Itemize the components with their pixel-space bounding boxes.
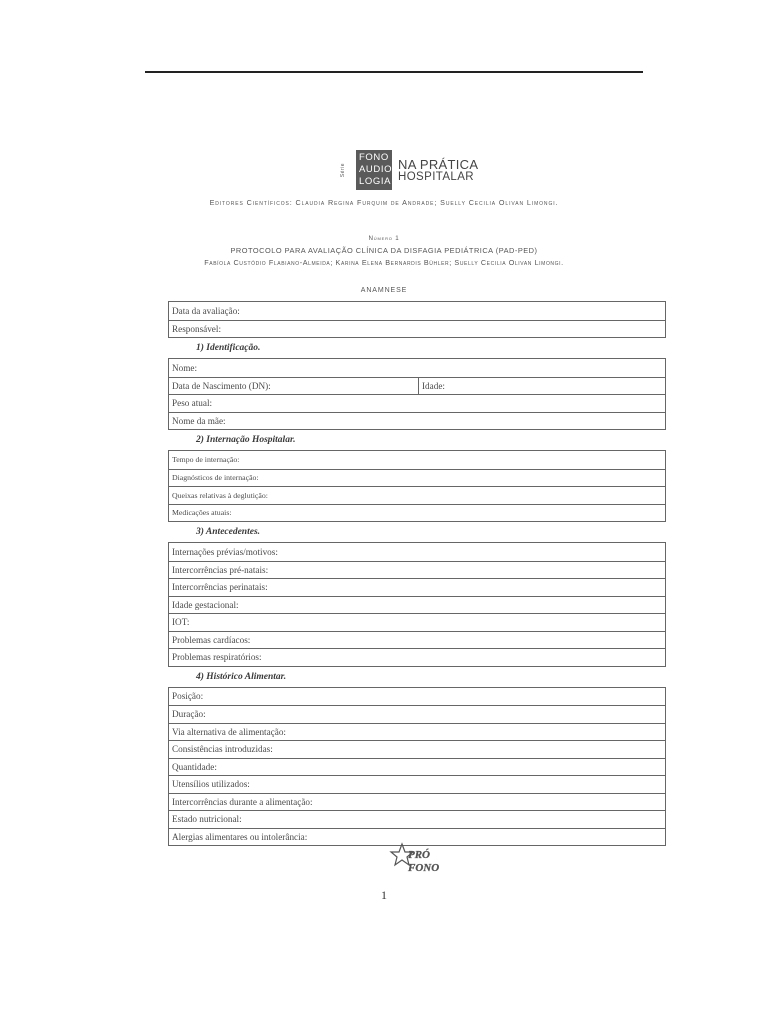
field-label: Duração:: [172, 709, 206, 720]
top-rule: [145, 71, 643, 73]
field-label: Idade:: [418, 378, 665, 395]
box-line: FONO: [359, 152, 389, 163]
field-label: Data de Nascimento (DN):: [172, 380, 271, 391]
section-title-antecedentes: 3) Antecedentes.: [196, 527, 261, 537]
page-number: 1: [381, 888, 387, 902]
form-row[interactable]: [169, 394, 665, 412]
form-row[interactable]: [169, 758, 665, 776]
form-row[interactable]: [169, 412, 665, 430]
form-row[interactable]: [169, 469, 665, 487]
field-label: Diagnósticos de internação:: [172, 473, 259, 483]
form-row[interactable]: [169, 613, 665, 631]
field-label: Data da avaliação:: [172, 305, 240, 316]
field-label: Intercorrências perinatais:: [172, 582, 268, 593]
form-row[interactable]: [169, 561, 665, 579]
historico-alimentar-table: [168, 687, 666, 847]
form-row[interactable]: [169, 631, 665, 649]
field-label: Intercorrências pré-natais:: [172, 564, 269, 575]
form-row[interactable]: [169, 740, 665, 758]
series-logo: [340, 150, 478, 190]
anamnesis-form: [168, 301, 666, 846]
field-label: Responsável:: [172, 323, 221, 334]
form-row[interactable]: [169, 723, 665, 741]
field-label: Consistências introduzidas:: [172, 744, 273, 755]
field-label: Queixas relativas à deglutição:: [172, 490, 268, 500]
issue-number: Número 1: [368, 235, 400, 242]
field-label: Nome da mãe:: [172, 415, 226, 426]
box-line: AUDIO: [359, 164, 393, 175]
editors-line: Editores Científicos: Claudia Regina Furquim de Andrade; Suelly Cecilia Olivan Limongi.: [209, 198, 559, 207]
form-row[interactable]: [169, 359, 665, 377]
form-row[interactable]: [169, 648, 665, 666]
field-label: Tempo de internação:: [172, 455, 240, 465]
series-title-line2: HOSPITALAR: [398, 170, 474, 183]
field-label: Internações prévias/motivos:: [172, 546, 278, 557]
form-row[interactable]: [169, 302, 665, 320]
fonoaudiologia-box: [356, 150, 392, 190]
authors-line: Fabíola Custódio Flabiano-Almeida; Karina Elena Bernardis Bühler; Suelly Cecilia Olivan Limongi.: [204, 258, 564, 267]
form-row[interactable]: [169, 705, 665, 723]
section-title-identificacao: 1) Identificação.: [196, 343, 261, 353]
form-row[interactable]: [169, 688, 665, 706]
section-title-internacao: 2) Internação Hospitalar.: [196, 435, 296, 445]
field-label: Nome:: [172, 362, 198, 373]
series-label: Série: [340, 162, 346, 178]
internacao-table: [168, 450, 666, 522]
series-title: [398, 158, 478, 183]
general-table: [168, 301, 666, 338]
identificacao-table: [168, 358, 666, 430]
field-label: Quantidade:: [172, 761, 217, 772]
field-label: Estado nutricional:: [172, 814, 242, 825]
form-row[interactable]: [169, 810, 665, 828]
form-row[interactable]: [169, 596, 665, 614]
field-label: Utensílios utilizados:: [172, 779, 250, 790]
box-line: LOGIA: [359, 176, 392, 187]
section-title-historico-alimentar: 4) Histórico Alimentar.: [196, 671, 287, 682]
pro-fono-logo: [388, 842, 446, 876]
field-label: Idade gestacional:: [172, 599, 239, 610]
field-label: Posição:: [172, 691, 204, 702]
antecedentes-table: [168, 542, 666, 667]
protocol-title: PROTOCOLO PARA AVALIAÇÃO CLÍNICA DA DISFAGIA PEDIÁTRICA (PAD-PED): [230, 246, 538, 255]
series-title-line1: NA PRÁTICA: [398, 156, 479, 172]
form-row[interactable]: [169, 543, 665, 561]
form-row[interactable]: [169, 504, 665, 522]
field-label: IOT:: [172, 617, 190, 628]
field-label: Via alternativa de alimentação:: [172, 726, 286, 737]
field-label: Medicações atuais:: [172, 508, 232, 518]
form-row[interactable]: [169, 486, 665, 504]
field-label: Alergias alimentares ou intolerância:: [172, 831, 308, 842]
field-label: Problemas respiratórios:: [172, 652, 262, 663]
field-label: Intercorrências durante a alimentação:: [172, 796, 313, 807]
form-row[interactable]: [169, 578, 665, 596]
pro-fono-logo-line2: FONO: [408, 862, 440, 874]
form-row[interactable]: [169, 320, 665, 338]
form-row[interactable]: [169, 793, 665, 811]
field-label: Peso atual:: [172, 398, 213, 409]
form-row[interactable]: [169, 451, 665, 469]
pro-fono-logo-line1: PRÓ: [408, 849, 430, 861]
form-row[interactable]: [169, 377, 665, 395]
section-heading: ANAMNESE: [360, 287, 408, 294]
form-row[interactable]: [169, 775, 665, 793]
field-label: Problemas cardíacos:: [172, 634, 251, 645]
